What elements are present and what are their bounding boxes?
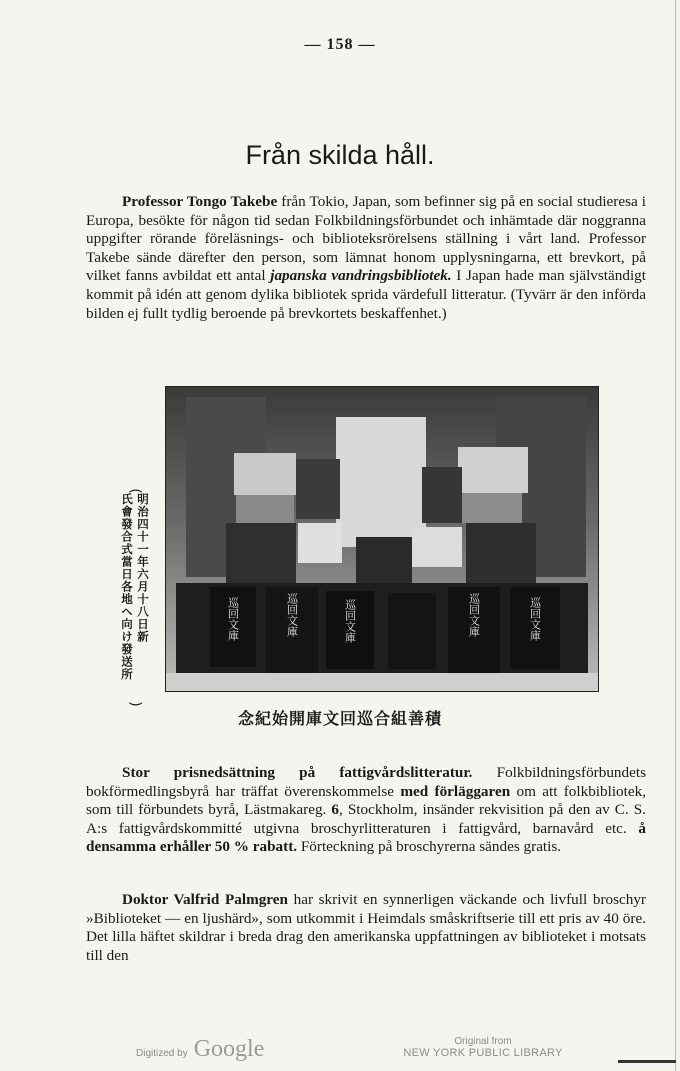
- paragraph-text: om att folkbibliotek, som till förbundets byrå, Lästmakareg.: [86, 782, 647, 819]
- paragraph-text: I Japan hade man självständigt kommit på idén att genom dylika bibliotek sprida värdefull litteratur. (Tyvärr är den införda bilden ej fullt tydlig beroende på brevkortets beskaffenhet.): [86, 267, 646, 322]
- vertical-caption: [117, 493, 153, 705]
- paragraph-takebe: [86, 193, 646, 323]
- paragraph-lead: Stor prisnedsättning på fattigvårdslitteratur.: [122, 764, 473, 781]
- google-logo: Google: [193, 1036, 265, 1062]
- original-from-label: Original from: [454, 1036, 512, 1047]
- paragraph-text: Förteckning på broschyrerna sändes gratis.: [297, 838, 562, 856]
- digitized-by-google: [136, 1036, 264, 1063]
- caption-paren-close: ): [127, 701, 143, 707]
- paragraph-text: , Stockholm, insänder rekvisition på den av C. S. A:s fattigvårdskommitté utgivna broschyrlitteraturen i fattigvård, barnavård etc.: [86, 801, 646, 837]
- paragraph-bold: å densamma erhåller 50 % rabatt.: [86, 819, 646, 856]
- page-number: — 158 —: [304, 36, 376, 53]
- original-source: [398, 1036, 568, 1059]
- paragraph-emphasis: japanska vandringsbibliotek.: [270, 267, 452, 285]
- paragraph-text: har skrivit en synnerligen väckande och livfull broschyr »Biblioteket — en ljushärd», som utkommit i Heimdals småskriftserie till ett pris av 40 öre. Det lilla häftet skildrar i breda drag den amerikanska uppfattningen av biblioteket i motsats till den: [86, 891, 646, 964]
- japanese-library-photo: [165, 386, 599, 692]
- page-title: Från skilda håll.: [245, 140, 435, 170]
- paragraph-bold: med förläggaren: [400, 782, 511, 800]
- banner-text: 巡回文庫: [285, 593, 299, 637]
- paragraph-lead: Doktor Valfrid Palmgren: [122, 891, 288, 908]
- banner-text: 巡回文庫: [528, 597, 542, 641]
- banner-text: 巡回文庫: [226, 597, 240, 641]
- paragraph-bold: 6: [331, 801, 339, 819]
- caption-paren-open: (: [127, 488, 143, 494]
- paragraph-text: från Tokio, Japan, som befinner sig på en social studieresa i Europa, besökte för någon tid sedan Folkbildningsförbundet och inhämtade där noggranna uppgifter rörande föreläsnings- och biblioteksrörelsens ställning i vårt land. Professor Takebe sände därefter den person, som lämnat honom upplysningarna, ett brevkort, på vilket fanns avbildat ett antal: [86, 193, 646, 285]
- scan-mark: [618, 1060, 676, 1063]
- library-name: NEW YORK PUBLIC LIBRARY: [403, 1047, 563, 1059]
- photo-illustration: [166, 387, 598, 691]
- banner-text: 巡回文庫: [467, 593, 481, 637]
- paragraph-lead: Professor Tongo Takebe: [122, 193, 278, 210]
- paragraph-prisnedsattning: [86, 764, 646, 857]
- paragraph-text: Folkbildningsförbundets bokförmedlingsbyrå har träffat överenskommelse: [86, 764, 646, 800]
- vertical-caption-col-2: 氏會發合式當日各地へ向け發送所: [120, 493, 134, 681]
- figure-caption: 念紀始開庫文回巡合組善積: [237, 709, 442, 728]
- banner-text: 巡回文庫: [343, 599, 357, 643]
- vertical-caption-col-1: 明治四十一年六月十八日新: [136, 493, 150, 643]
- paragraph-palmgren: [86, 891, 646, 965]
- digitized-label: Digitized by: [136, 1048, 188, 1059]
